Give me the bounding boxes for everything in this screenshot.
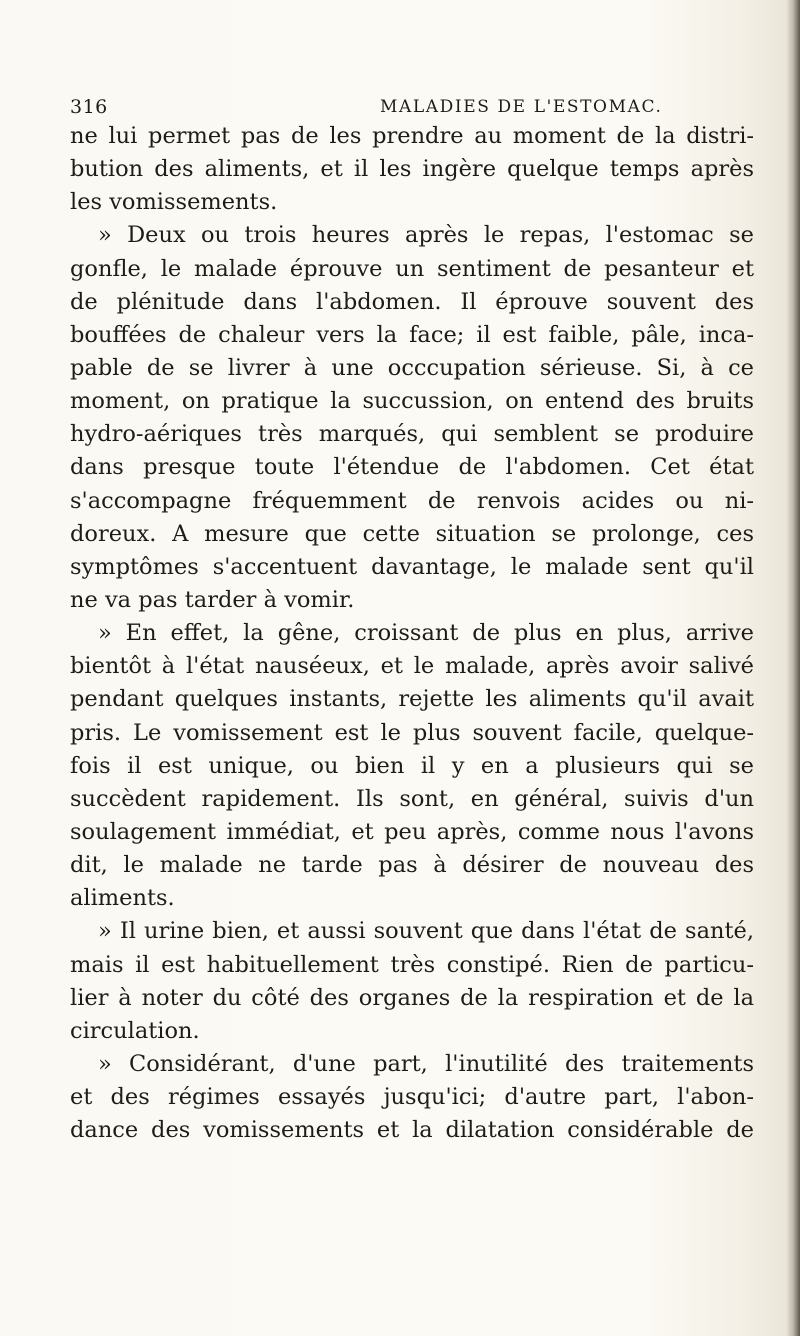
text-line: aliments. <box>70 885 175 912</box>
body-text <box>70 120 754 1147</box>
text-line: de plénitude dans l'abdomen. Il éprouve souvent des <box>70 288 754 315</box>
text-line: hydro-aériques très marqués, qui semblent se produire <box>70 421 754 448</box>
text-line: » Considérant, d'une part, l'inutilité des traitements <box>98 1050 754 1077</box>
text-line: doreux. A mesure que cette situation se prolonge, ces <box>70 520 754 547</box>
text-line: s'accompagne fréquemment de renvois acides ou ni- <box>70 487 754 514</box>
text-line: pendant quelques instants, rejette les aliments qu'il avait <box>70 686 754 713</box>
text-line: fois il est unique, ou bien il y en a plusieurs qui se <box>70 752 754 779</box>
text-line: moment, on pratique la succussion, on entend des bruits <box>70 388 754 415</box>
text-line: bientôt à l'état nauséeux, et le malade, après avoir salivé <box>70 653 754 680</box>
text-line: bouffées de chaleur vers la face; il est faible, pâle, inca- <box>70 321 754 348</box>
text-line: dit, le malade ne tarde pas à désirer de nouveau des <box>70 852 754 879</box>
page-number: 316 <box>70 96 108 118</box>
text-line: et des régimes essayés jusqu'ici; d'autre part, l'abon- <box>70 1084 754 1111</box>
text-line: pris. Le vomissement est le plus souvent facile, quelque- <box>70 719 754 746</box>
text-line: symptômes s'accentuent davantage, le malade sent qu'il <box>70 553 754 580</box>
text-line: ne va pas tarder à vomir. <box>70 586 355 613</box>
text-line: soulagement immédiat, et peu après, comme nous l'avons <box>70 818 754 845</box>
text-line: circulation. <box>70 1017 200 1044</box>
text-line: » Deux ou trois heures après le repas, l'estomac se <box>98 222 754 249</box>
page-edge-shadow <box>786 0 800 1336</box>
running-title: MALADIES DE L'ESTOMAC. <box>380 97 663 117</box>
text-line: » En effet, la gêne, croissant de plus en plus, arrive <box>98 620 754 647</box>
text-line: les vomissements. <box>70 189 278 216</box>
text-line: mais il est habituellement très constipé. Rien de particu- <box>70 951 754 978</box>
text-line: lier à noter du côté des organes de la respiration et de la <box>70 984 754 1011</box>
text-line: gonfle, le malade éprouve un sentiment de pesanteur et <box>70 255 754 282</box>
text-line: succèdent rapidement. Ils sont, en général, suivis d'un <box>70 785 754 812</box>
text-line: ne lui permet pas de les prendre au moment de la distri- <box>70 123 754 149</box>
text-line: bution des aliments, et il les ingère quelque temps après <box>70 156 754 183</box>
text-line: pable de se livrer à une occcupation sérieuse. Si, à ce <box>70 354 754 381</box>
text-line: » Il urine bien, et aussi souvent que dans l'état de santé, <box>98 918 754 945</box>
text-line: dance des vomissements et la dilatation considérable de <box>70 1117 754 1144</box>
text-line: dans presque toute l'étendue de l'abdomen. Cet état <box>70 454 754 481</box>
